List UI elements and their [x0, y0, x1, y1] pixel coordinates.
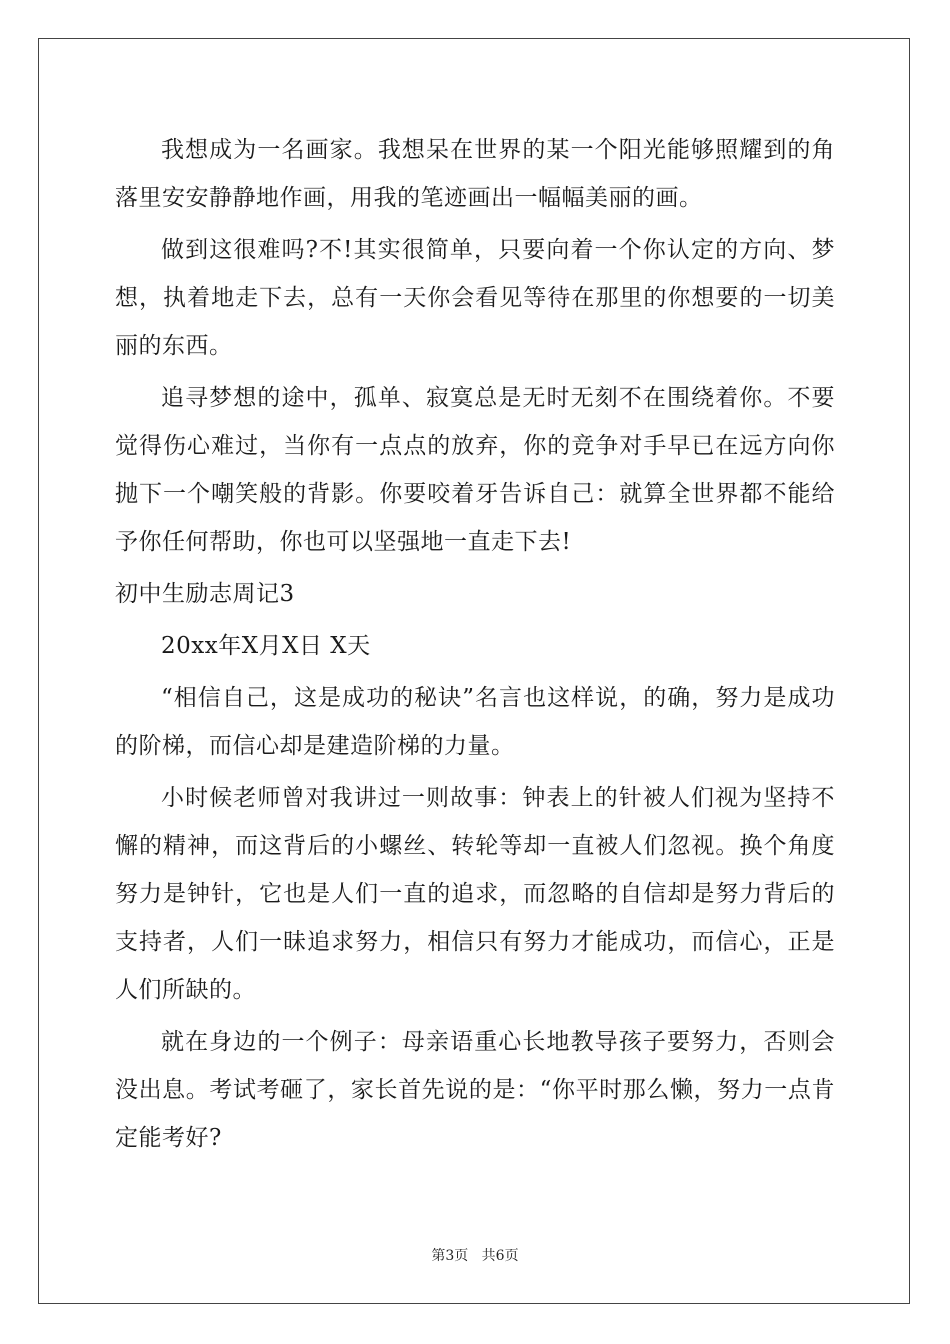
- page-footer: [0, 1245, 950, 1265]
- paragraph: 就在身边的一个例子：母亲语重心长地教导孩子要努力，否则会没出息。考试考砸了，家长首先说的是：“你平时那么懒，努力一点肯定能考好?: [115, 1029, 835, 1151]
- paragraph: 追寻梦想的途中，孤单、寂寞总是无时无刻不在围绕着你。不要觉得伤心难过，当你有一点点的放弃，你的竞争对手早已在远方向你抛下一个嘲笑般的背影。你要咬着牙告诉自己：就算全世界都不能给予你任何帮助，你也可以坚强地一直走下去!: [115, 385, 835, 555]
- paragraph: 做到这很难吗?不!其实很简单，只要向着一个你认定的方向、梦想，执着地走下去，总有一天你会看见等待在那里的你想要的一切美丽的东西。: [115, 237, 835, 359]
- paragraph: 小时候老师曾对我讲过一则故事：钟表上的针被人们视为坚持不懈的精神，而这背后的小螺丝、转轮等却一直被人们忽视。换个角度努力是钟针，它也是人们一直的追求，而忽略的自信却是努力背后的支持者，人们一昧追求努力，相信只有努力才能成功，而信心，正是人们所缺的。: [115, 785, 835, 1003]
- paragraph: 我想成为一名画家。我想呆在世界的某一个阳光能够照耀到的角落里安安静静地作画，用我的笔迹画出一幅幅美丽的画。: [115, 137, 835, 211]
- date-line: 20xx年X月X日 X天: [161, 633, 371, 659]
- page-total: 共6页: [481, 1248, 519, 1264]
- paragraph: “相信自己，这是成功的秘诀”名言也这样说，的确，努力是成功的阶梯，而信心却是建造阶梯的力量。: [115, 685, 835, 759]
- page-number: 第3页: [431, 1248, 469, 1264]
- document-body: [115, 126, 835, 1166]
- section-title: 初中生励志周记3: [115, 581, 295, 607]
